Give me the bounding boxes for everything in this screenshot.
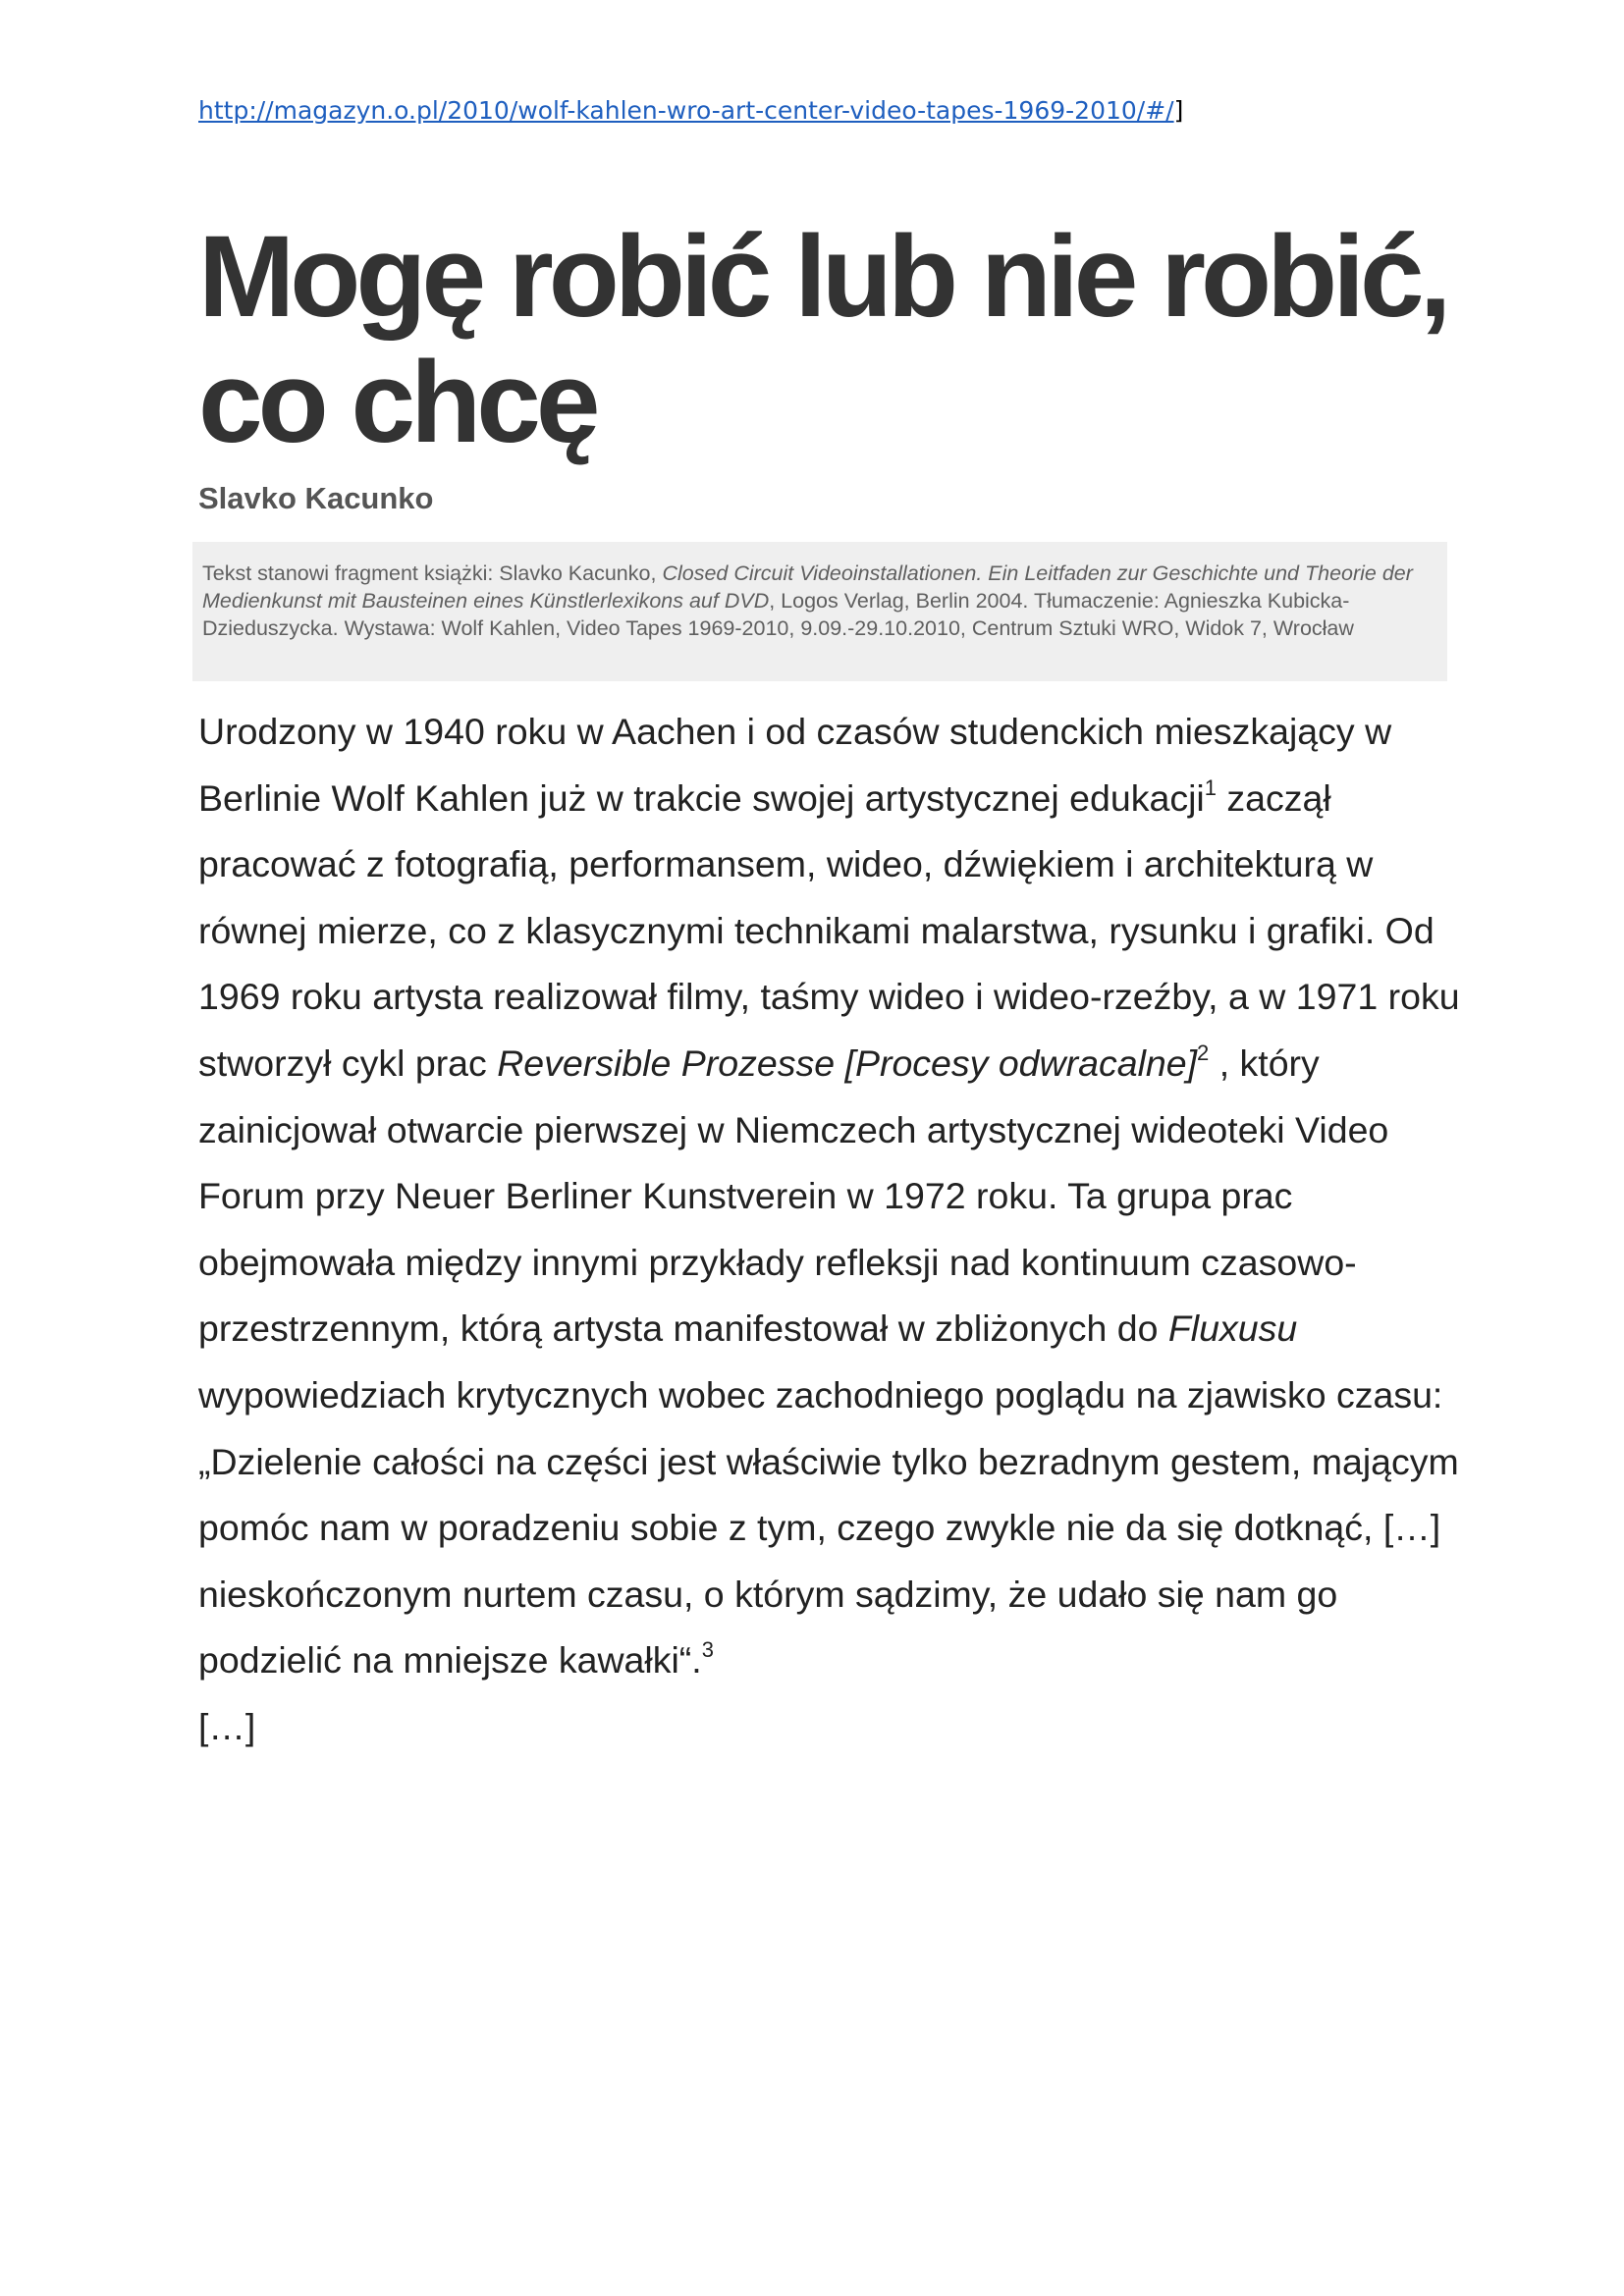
source-note-box xyxy=(192,542,1447,681)
article-body xyxy=(198,699,1465,1761)
source-url-link[interactable]: http://magazyn.o.pl/2010/wolf-kahlen-wro-art-center-video-tapes-1969-2010/#/ xyxy=(198,96,1174,125)
article-title-line-1: Mogę robić lub nie robić, xyxy=(198,212,1447,342)
footnote-ref-1[interactable]: 1 xyxy=(1204,774,1217,800)
note-text-part-1: Tekst stanowi fragment książki: Slavko Kacunko, xyxy=(202,561,663,585)
source-line xyxy=(198,94,1455,128)
body-text-part-2: zaczął pracować z fotografią, performansem, wideo, dźwiękiem i architekturą w równej mierze, co z klasycznymi technikami malarstwa, rysunku i grafiki. Od 1969 roku artysta realizował filmy, taśmy wideo i wideo-rzeźby, a w 1971 roku stworzył cykl prac xyxy=(198,776,1460,1084)
footnote-ref-3[interactable]: 3 xyxy=(701,1637,714,1663)
body-text-part-4: wypowiedziach krytycznych wobec zachodniego poglądu na zjawisko czasu: „Dzielenie całości na części jest właściwie tylko bezradnym gestem, mającym pomóc nam w poradzeniu sobie z tym, czego zwykle nie da się dotknąć, […] nieskończonym nurtem czasu, o którym sądzimy, że udało się nam go podzielić na mniejsze kawałki“. xyxy=(198,1373,1459,1682)
body-text-part-3: , który zainicjował otwarcie pierwszej w Niemczech artystycznej wideoteki Video Forum przy Neuer Berliner Kunstverein w 1972 roku. Ta grupa prac obejmowała między innymi przykłady refleksji nad kontinuum czasowo-przestrzennym, którą artysta manifestował w zbliżonych do xyxy=(198,1041,1389,1350)
article-title-line-2: co chcę xyxy=(198,338,596,467)
document-page xyxy=(198,94,1460,1761)
footnote-ref-2[interactable]: 2 xyxy=(1197,1040,1210,1065)
article-title xyxy=(198,214,1455,465)
body-work-title: Reversible Prozesse [Procesy odwracalne] xyxy=(497,1041,1198,1084)
note-book-title: Closed Circuit Videoinstallationen. Ein Leitfaden zur Geschichte und Theorie der Medienkunst mit Bausteinen eines Künstlerlexikons auf DVD xyxy=(202,561,1413,613)
note-text-part-2: , Logos Verlag, Berlin 2004. Tłumaczenie: Agnieszka Kubicka-Dzieduszycka. Wystawa: Wolf Kahlen, Video Tapes 1969-2010, 9.09.-29.10.2010, Centrum Sztuki WRO, Widok 7, Wrocław xyxy=(202,589,1354,640)
body-fluxus-term: Fluxusu xyxy=(1167,1308,1298,1350)
source-bracket: ] xyxy=(1173,96,1184,125)
article-author: Slavko Kacunko xyxy=(198,481,434,515)
body-text-part-1: Urodzony w 1940 roku w Aachen i od czasów studenckich mieszkający w Berlinie Wolf Kahlen już w trakcie swojej artystycznej edukacji xyxy=(198,711,1392,819)
body-ellipsis: […] xyxy=(198,1705,256,1747)
